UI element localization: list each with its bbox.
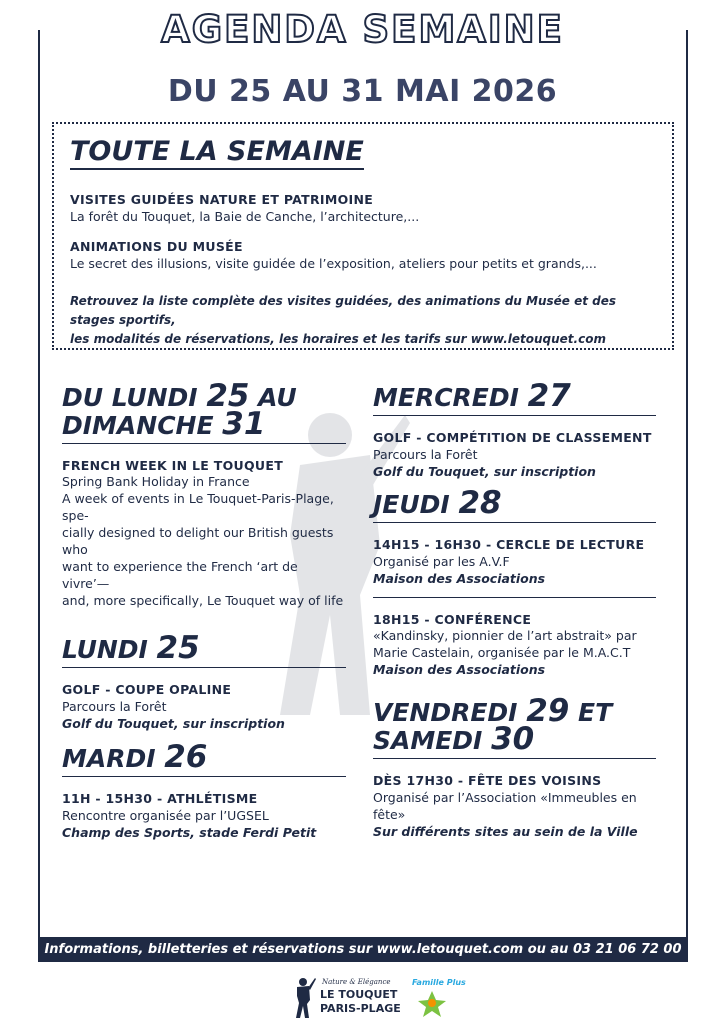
event-info: Sur différents sites au sein de la Ville — [373, 824, 638, 839]
day-heading-mercredi: MERCREDI 27 — [373, 383, 656, 416]
event-info: Maison des Associations — [373, 571, 546, 586]
event-line: «Kandinsky, pionnier de l’art abstrait» par — [373, 628, 637, 643]
event-info: Golf du Touquet, sur inscription — [373, 464, 596, 479]
touquet-tagline: Nature & Elégance — [322, 978, 391, 986]
event-desc: Organisé par l’Association «Immeubles en fête» — [373, 790, 637, 822]
week-item-title: VISITES GUIDÉES NATURE ET PATRIMOINE — [70, 192, 374, 207]
week-item-visites — [70, 192, 654, 225]
week-item-title: ANIMATIONS DU MUSÉE — [70, 239, 243, 254]
day-heading-vendredi-samedi: VENDREDI 29 ET SAMEDI 30 — [373, 698, 656, 759]
event-title: GOLF - COMPÉTITION DE CLASSEMENT — [373, 430, 652, 445]
left-column — [62, 378, 346, 841]
event-title: FRENCH WEEK IN LE TOUQUET — [62, 458, 284, 473]
day-heading-lundi: LUNDI 25 — [62, 635, 346, 668]
event-line: A week of events in Le Touquet-Paris-Plage, spe- — [62, 491, 334, 523]
event-info: Maison des Associations — [373, 662, 546, 677]
event-title: GOLF - COUPE OPALINE — [62, 682, 232, 697]
event-place: Parcours la Forêt — [62, 699, 167, 714]
day-heading-mardi: MARDI 26 — [62, 744, 346, 777]
event-info: Champ des Sports, stade Ferdi Petit — [62, 825, 317, 840]
page-title: AGENDA SEMAINE — [0, 8, 725, 51]
touquet-subname: PARIS-PLAGE — [320, 1002, 401, 1015]
event-line: Marie Castelain, organisée par le M.A.C.T — [373, 645, 631, 660]
day-heading-jeudi: JEUDI 28 — [373, 490, 656, 523]
le-touquet-logo — [290, 976, 400, 1020]
famille-plus-label: Famille Plus — [412, 978, 466, 987]
event-line: want to experience the French ‘art de vivre’— — [62, 559, 298, 591]
event-line: Spring Bank Holiday in France — [62, 474, 250, 489]
star-icon — [415, 989, 449, 1019]
event-line: cially designed to delight our British guests who — [62, 525, 334, 557]
event-title: DÈS 17H30 - FÊTE DES VOISINS — [373, 773, 602, 788]
event-title: 14H15 - 16H30 - CERCLE DE LECTURE — [373, 537, 645, 552]
touquet-name: LE TOUQUET — [320, 988, 398, 1001]
logos — [0, 972, 725, 1024]
event-info: Golf du Touquet, sur inscription — [62, 716, 285, 731]
week-item-desc: La forêt du Touquet, la Baie de Canche, l’architecture,... — [70, 209, 420, 224]
week-item-musee — [70, 239, 654, 272]
footer-info-bar: Informations, billetteries et réservations sur www.letouquet.com ou au 03 21 06 72 00 — [38, 937, 688, 962]
event-title: 11H - 15H30 - ATHLÉTISME — [62, 791, 258, 806]
golfer-logo-icon — [290, 976, 316, 1018]
date-range: DU 25 AU 31 MAI 2026 — [167, 74, 558, 109]
day-heading-lundi-dimanche: DU LUNDI 25 AU DIMANCHE 31 — [62, 383, 346, 444]
event-title: 18H15 - CONFÉRENCE — [373, 612, 532, 627]
right-column — [373, 378, 656, 840]
week-title: TOUTE LA SEMAINE — [70, 136, 364, 170]
event-place: Parcours la Forêt — [373, 447, 478, 462]
famille-plus-logo — [412, 978, 466, 1020]
divider — [373, 587, 656, 598]
event-desc: Organisé par les A.V.F — [373, 554, 510, 569]
week-note: Retrouvez la liste complète des visites guidées, des animations du Musée et des stages sportifs, les modalités de réservations, les horaires et les tarifs sur www.letouquet.com — [70, 294, 617, 346]
event-line: and, more specifically, Le Touquet way of life — [62, 593, 344, 608]
event-desc: Rencontre organisée par l’UGSEL — [62, 808, 269, 823]
week-item-desc: Le secret des illusions, visite guidée de l’exposition, ateliers pour petits et grands,... — [70, 256, 597, 271]
week-box — [52, 122, 674, 350]
